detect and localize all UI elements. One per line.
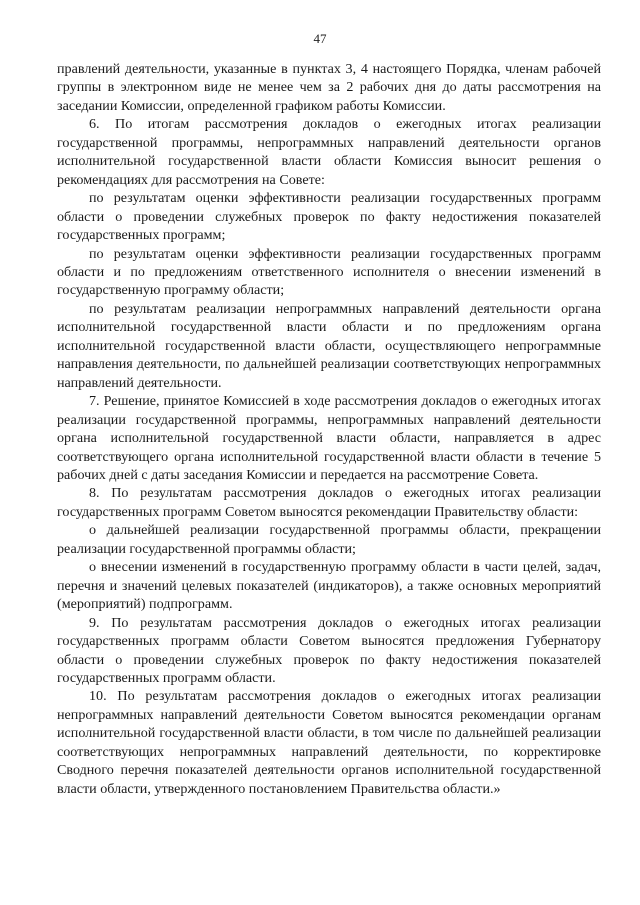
paragraph-item-10: 10. По результатам рассмотрения докладов о ежегодных итогах реализации непрограммных направлений деятельности Советом выносятся рекомендации органам исполнительной государственной власти области, в том числе по дальнейшей реализации соответствующих непрограммных направлений деятельности, по корректировке Сводного перечня показателей деятельности органов исполнительной государственной власти области, утвержденного постановлением Правительства области.» xyxy=(57,688,601,797)
page-number: 47 xyxy=(313,31,327,46)
paragraph-subitem-4: о дальнейшей реализации государственной программы области, прекращении реализации государственной программы области; xyxy=(57,522,601,557)
document-body xyxy=(57,60,601,798)
paragraph-subitem-3: по результатам реализации непрограммных направлений деятельности органа исполнительной государственной власти области и по предложениям органа исполнительной государственной власти области, осуществляющего непрограммные направления деятельности, по дальнейшей реализации соответствующих непрограммных направлений деятельности. xyxy=(57,300,601,391)
paragraph-item-8: 8. По результатам рассмотрения докладов о ежегодных итогах реализации государственных программ Советом выносятся рекомендации Правительству области: xyxy=(57,485,601,520)
paragraph-item-7: 7. Решение, принятое Комиссией в ходе рассмотрения докладов о ежегодных итогах реализации государственной программы, непрограммных направлений деятельности органа исполнительной государственной власти области, направляется в адрес соответствующего органа исполнительной государственной власти области в течение 5 рабочих дней с даты заседания Комиссии и передается на рассмотрение Совета. xyxy=(57,393,601,483)
paragraph-subitem-5: о внесении изменений в государственную программу области в части целей, задач, перечня и значений целевых показателей (индикаторов), а также основных мероприятий (мероприятий) подпрограмм. xyxy=(57,559,601,613)
paragraph-item-9: 9. По результатам рассмотрения докладов о ежегодных итогах реализации государственных программ области Советом выносятся предложения Губернатору области о проведении служебных проверок по факту недостижения показателей государственных программ области. xyxy=(57,614,601,686)
paragraph-subitem-2: по результатам оценки эффективности реализации государственных программ области и по предложениям ответственного исполнителя о внесении изменений в государственную программу области; xyxy=(57,245,601,299)
paragraph-subitem-1: по результатам оценки эффективности реализации государственных программ области о проведении служебных проверок по факту недостижения показателей государственных программ; xyxy=(57,190,601,244)
paragraph-item-6: 6. По итогам рассмотрения докладов о ежегодных итогах реализации государственной программы, непрограммных направлений деятельности органов исполнительной государственной власти области Комиссия выносит решения о рекомендациях для рассмотрения на Совете: xyxy=(57,116,601,188)
paragraph-continuation: правлений деятельности, указанные в пунктах 3, 4 настоящего Порядка, членам рабочей группы в электронном виде не менее чем за 2 рабочих дня до даты рассмотрения на заседании Комиссии, определенной графиком работы Комиссии. xyxy=(57,61,601,114)
